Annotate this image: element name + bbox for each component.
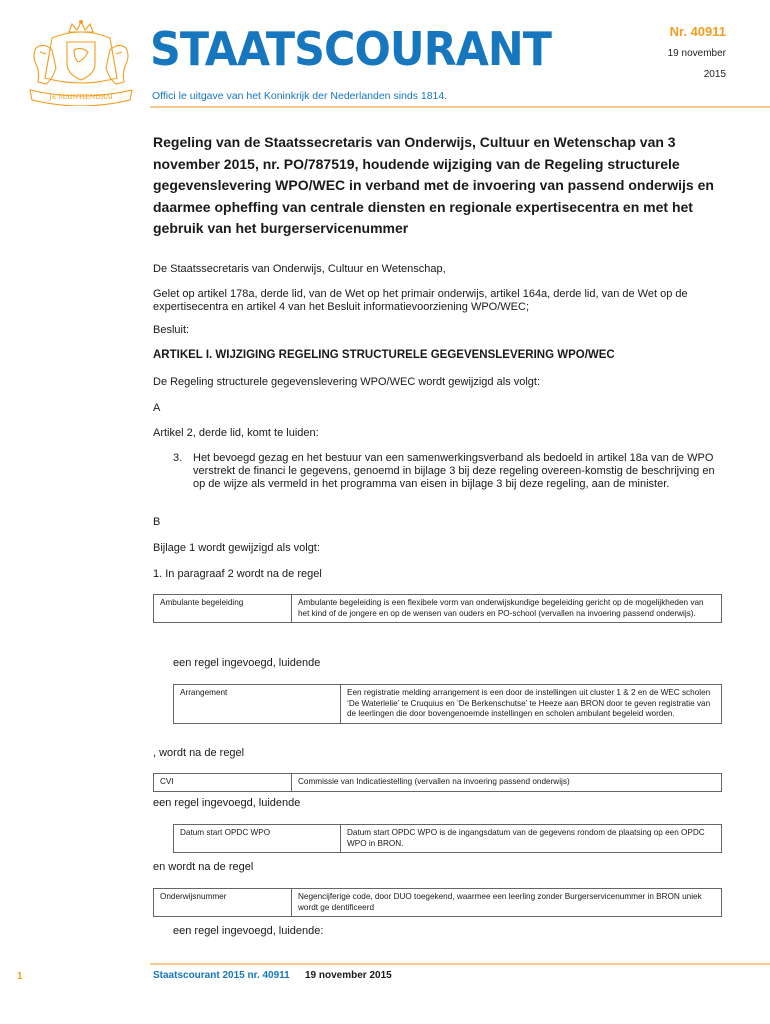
- footer-rule: [150, 963, 770, 965]
- list-item-text: Het bevoegd gezag en het bestuur van een samenwerkingsverband als bedoeld in artikel 18a van de WPO verstrekt de financi le gegevens, genoemd in bijlage 3 bij deze regeling overeen-komstig de beschrijving en op de wijze als vermeld in het programma van eisen in bijlage 3 bij deze regeling, aan de minister.: [193, 452, 715, 490]
- regulation-title: Regeling van de Staatssecretaris van Onderwijs, Cultuur en Wetenschap van 3 november 2015, nr. PO/787519, houdende wijziging van de Regeling structurele gegevenslevering WPO/WEC in verband met de invoering van passend onderwijs en daarmee opheffing van centrale diensten en regionale expertisecentra en met het gebruik van het burgerservicenummer: [153, 134, 714, 236]
- masthead-subtitle: Offici le uitgave van het Koninkrijk der Nederlanden sinds 1814.: [152, 90, 448, 102]
- paragraph-minister: De Staatssecretaris van Onderwijs, Cultuur en Wetenschap,: [153, 263, 446, 275]
- paragraph-annex-1: Bijlage 1 wordt gewijzigd als volgt:: [153, 542, 320, 554]
- definition-table-arrangement: [173, 684, 722, 724]
- list-item-number: 3.: [173, 452, 183, 464]
- paragraph-after-rule: , wordt na de regel: [153, 747, 245, 759]
- masthead-title: STAATSCOURANT: [150, 22, 552, 76]
- definition-table-cvi: [153, 773, 722, 792]
- table-row: [174, 825, 722, 853]
- paragraph-item-1: 1. In paragraaf 2 wordt na de regel: [153, 568, 322, 580]
- coat-of-arms-logo: [22, 18, 140, 106]
- page-number: 1: [17, 971, 23, 982]
- paragraph-decision: Besluit:: [153, 324, 190, 336]
- table-cell-definition: Commissie van Indicatiestelling (vervallen na invoering passend onderwijs): [292, 774, 722, 792]
- section-letter-a: A: [153, 402, 161, 414]
- list-item-3: [173, 452, 725, 491]
- definition-table-onderwijsnummer: [153, 888, 722, 917]
- paragraph-legal-basis: Gelet op artikel 178a, derde lid, van de Wet op het primair onderwijs, artikel 164a, derde lid, van de Wet op de expertisecentra en artikel 4 van het Besluit informatievoorziening WPO/WEC;: [153, 288, 688, 313]
- article-heading: ARTIKEL I. WIJZIGING REGELING STRUCTURELE GEGEVENSLEVERING WPO/WEC: [153, 349, 615, 361]
- table-cell-term: Onderwijsnummer: [154, 889, 292, 917]
- paragraph-amendment-intro: De Regeling structurele gegevenslevering WPO/WEC wordt gewijzigd als volgt:: [153, 376, 541, 388]
- definition-table-datum-start-opdc: [173, 824, 722, 853]
- header-rule: [150, 106, 770, 108]
- table-cell-term: CVI: [154, 774, 292, 792]
- table-row: [174, 685, 722, 724]
- table-cell-definition: Negencijferige code, door DUO toegekend, waarmee een leerling zonder Burgerservicenummer in BRON uniek wordt ge dentificeerd: [292, 889, 722, 917]
- paragraph-insert-1: een regel ingevoegd, luidende: [173, 657, 321, 669]
- issue-date-day-month: 19 november: [667, 48, 726, 59]
- paragraph-and-after-rule: en wordt na de regel: [153, 861, 254, 873]
- table-cell-definition: Ambulante begeleiding is een flexibele vorm van onderwijskundige begeleiding gericht op de mogelijkheden van het kind of de jongere en op de wensen van ouders en PO-school (vervallen na invoering passend onderwijs).: [292, 595, 722, 623]
- issue-date-year: 2015: [703, 69, 726, 80]
- table-cell-term: Arrangement: [174, 685, 341, 724]
- paragraph-article-2: Artikel 2, derde lid, komt te luiden:: [153, 427, 319, 439]
- section-letter-b: B: [153, 516, 161, 528]
- table-cell-definition: Datum start OPDC WPO is de ingangsdatum van de gegevens rondom de plaatsing op een OPDC WPO in BRON.: [341, 825, 722, 853]
- footer-date: 19 november 2015: [305, 970, 392, 981]
- crest-motto: JE MAINTIENDRAI: [49, 93, 113, 101]
- table-row: [154, 774, 722, 792]
- table-row: [154, 595, 722, 623]
- table-row: [154, 889, 722, 917]
- definition-table-ambulante-begeleiding: [153, 594, 722, 623]
- footer-publication: Staatscourant 2015 nr. 40911: [153, 970, 290, 981]
- paragraph-insert-3: een regel ingevoegd, luidende:: [173, 925, 324, 937]
- issue-number: Nr. 40911: [669, 24, 726, 39]
- paragraph-insert-2: een regel ingevoegd, luidende: [153, 797, 301, 809]
- table-cell-term: Datum start OPDC WPO: [174, 825, 341, 853]
- table-cell-definition: Een registratie melding arrangement is een door de instellingen uit cluster 1 & 2 en de WEC scholen ‘De Waterlelie’ te Cruquius en ‘De Berkenschutse’ te Heeze aan BRON door te geven registratie van de leerlingen die door bovengenoemde instellingen en scholen ambulant begeleid worden.: [341, 685, 722, 724]
- table-cell-term: Ambulante begeleiding: [154, 595, 292, 623]
